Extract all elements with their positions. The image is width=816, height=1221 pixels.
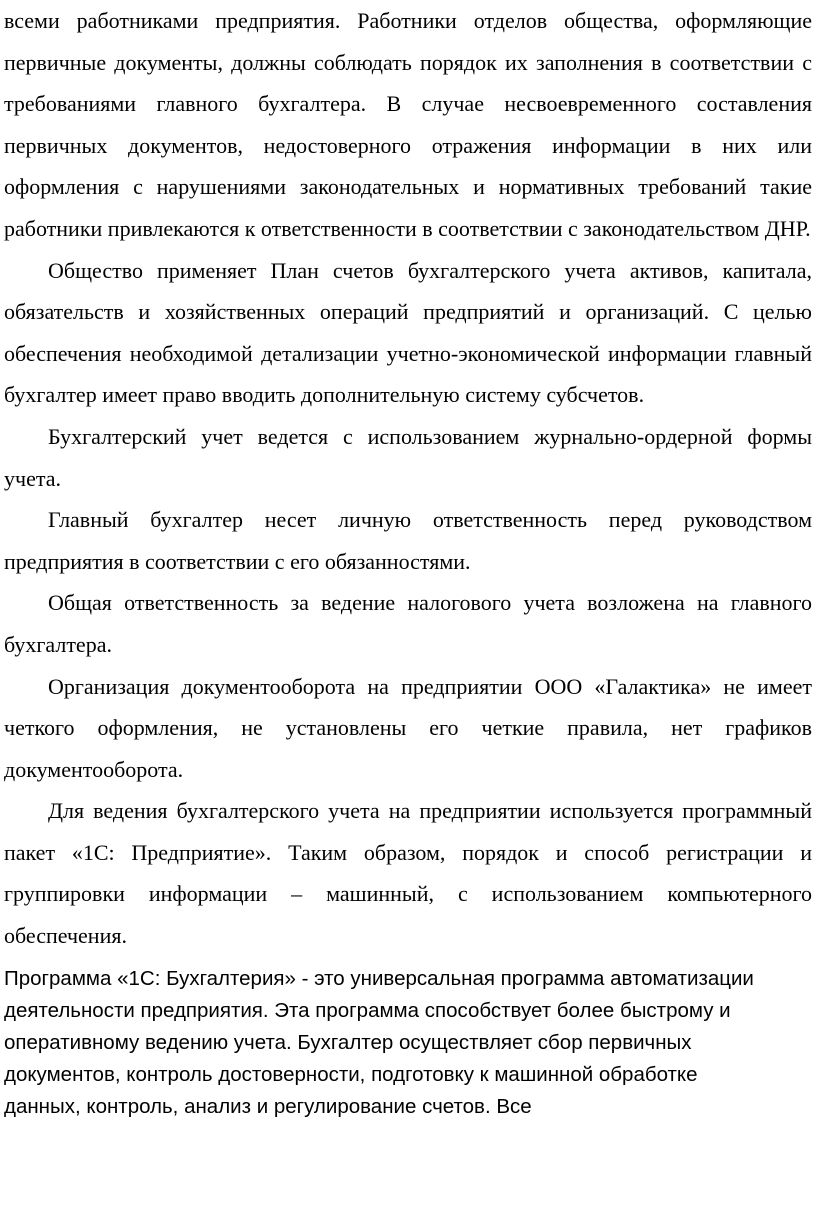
paragraph-1c-accounting [4,957,812,1123]
paragraph-tax-accounting: Общая ответственность за ведение налогового учета возложена на главного бухгалтера. [4,590,812,657]
sans-line: данных, контроль, анализ и регулирование счетов. Все [4,1094,532,1118]
paragraph-journal-order-form: Бухгалтерский учет ведется с использованием журнально-ордерной формы учета. [4,423,812,491]
paragraph-software-package: Для ведения бухгалтерского учета на предприятии используется программный пакет «1С: Предприятие». Таким образом, порядок и способ регистрации и группировки информации – машинный, с использованием компьютерного обеспечения. [4,798,812,949]
sans-line: оперативному ведению учета. Бухгалтер осуществляет сбор первичных [4,1030,692,1054]
sans-line: документов, контроль достоверности, подготовку к машинной обработке [4,1062,698,1086]
paragraph-continuation: всеми работниками предприятия. Работники отделов общества, оформляющие первичные документы, должны соблюдать порядок их заполнения в соответствии с требованиями главного бухгалтера. В случае несвоевременного составления первичных документов, недостоверного отражения информации в них или оформления с нарушениями законодательных и нормативных требований такие работники привлекаются к ответственности в соответствии с законодательством ДНР. [4,8,812,241]
paragraph-chart-of-accounts: Общество применяет План счетов бухгалтерского учета активов, капитала, обязательств и хозяйственных операций предприятий и организаций. С целью обеспечения необходимой детализации учетно-экономической информации главный бухгалтер имеет право вводить дополнительную систему субсчетов. [4,257,812,408]
sans-line: Программа «1С: Бухгалтерия» - это универсальная программа автоматизации [4,966,754,990]
document-body [4,0,812,957]
sans-line: деятельности предприятия. Эта программа способствует более быстрому и [4,998,731,1022]
paragraph-chief-accountant-responsibility: Главный бухгалтер несет личную ответственность перед руководством предприятия в соответствии с его обязанностями. [4,507,812,574]
paragraph-document-flow: Организация документооборота на предприятии ООО «Галактика» не имеет четкого оформления, не установлены его четкие правила, нет графиков документооборота. [4,673,812,782]
